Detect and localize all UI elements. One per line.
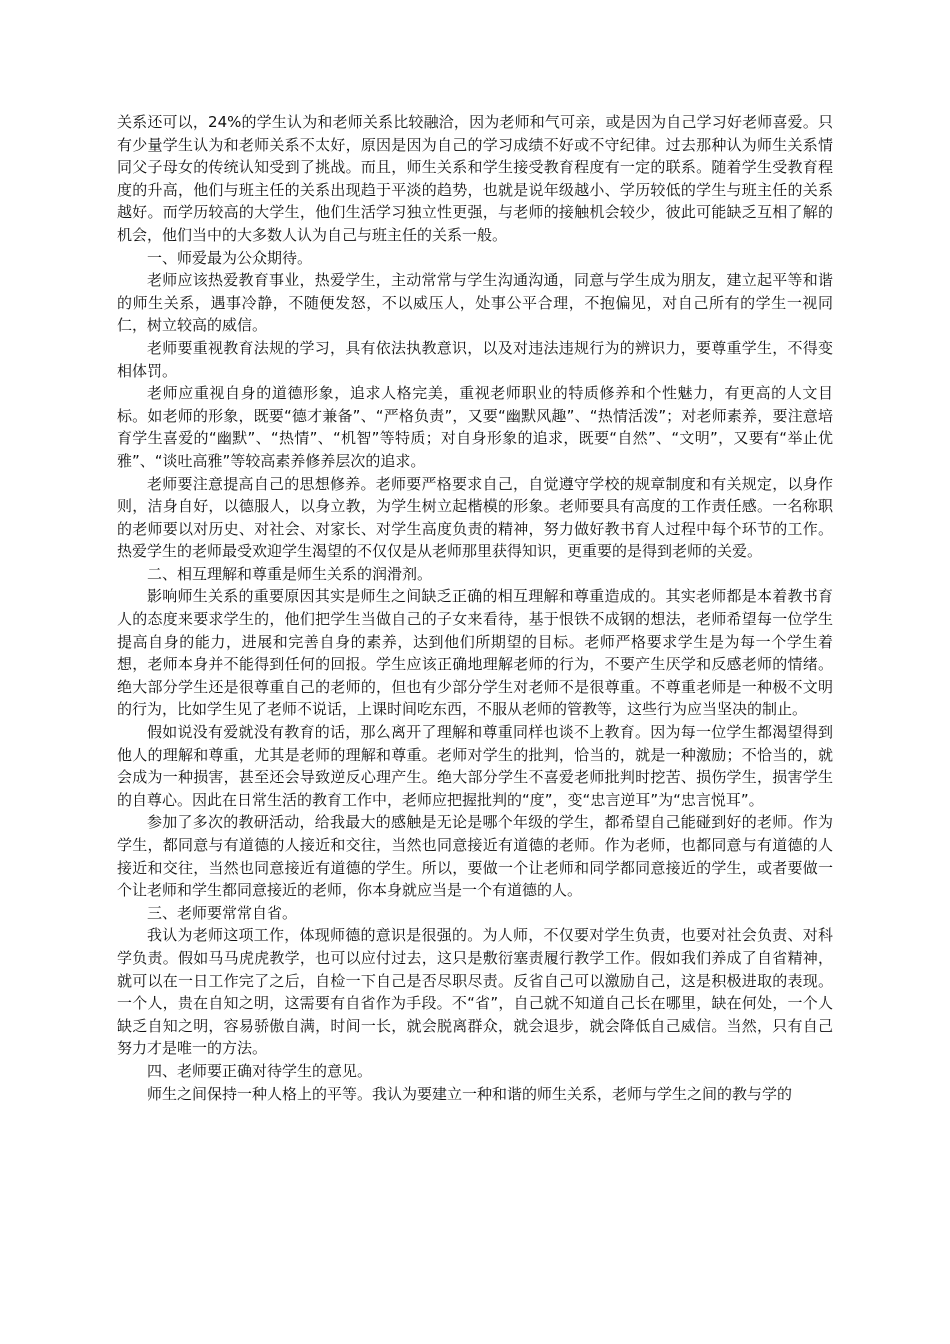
paragraph: 老师应该热爱教育事业，热爱学生，主动常常与学生沟通沟通，同意与学生成为朋友，建立起平等和谐的师生关系，遇事冷静，不随便发怒，不以威压人，处事公平合理，不抱偏见，对自己所有的学生一视同仁，树立较高的威信。 [117,271,833,335]
paragraph: 参加了多次的教研活动，给我最大的感触是无论是哪个年级的学生，都希望自己能碰到好的老师。作为学生，都同意与有道德的人接近和交往，当然也同意接近有道德的老师。作为老师，也都同意与有道德的人接近和交往，当然也同意接近有道德的学生。所以，要做一个让老师和同学都同意接近的学生，或者要做一个让老师和学生都同意接近的老师，你本身就应当是一个有道德的人。 [117,813,833,900]
section-heading: 一、师爱最为公众期待。 [147,248,313,267]
paragraph: 我认为老师这项工作，体现师德的意识是很强的。为人师，不仅要对学生负责，也要对社会负责、对科学负责。假如马马虎虎教学，也可以应付过去，这只是敷衍塞责履行教学工作。假如我们养成了自省精神，就可以在一日工作完了之后，自检一下自己是否尽职尽责。反省自己可以激励自己，这是积极进取的表现。一个人，贵在自知之明，这需要有自省作为手段。不“省”，自己就不知道自己长在哪里，缺在何处，一个人缺乏自知之明，容易骄傲自满，时间一长，就会脱离群众，就会退步，就会降低自己威信。当然，只有自己努力才是唯一的方法。 [117,926,834,1058]
paragraph: 老师要重视教育法规的学习，具有依法执教意识，以及对违法违规行为的辨识力，要尊重学生，不得变相体罚。 [117,338,833,380]
paragraph: 关系还可以，24%的学生认为和老师关系比较融洽，因为老师和气可亲，或是因为自己学习好老师喜爱。只有少量学生认为和老师关系不太好，原因是因为自己的学习成绩不好或不守纪律。过去那种认为师生关系情同父子母女的传统认知受到了挑战。而且，师生关系和学生接受教育程度有一定的联系。随着学生受教育程度的升高，他们与班主任的关系出现趋于平淡的趋势，也就是说年级越小、学历较低的学生与班主任的关系越好。而学历较高的大学生，他们生活学习独立性更强，与老师的接触机会较少，彼此可能缺乏互相了解的机会，他们当中的大多数人认为自己与班主任的关系一般。 [117,113,833,244]
document-body [117,111,833,1105]
section-heading: 四、老师要正确对待学生的意见。 [147,1061,373,1080]
paragraph: 老师要注意提高自己的思想修养。老师要严格要求自己，自觉遵守学校的规章制度和有关规定，以身作则，洁身自好，以德服人，以身立教，为学生树立起楷模的形象。老师要具有高度的工作责任感。一名称职的老师要以对历史、对社会、对家长、对学生高度负责的精神，努力做好教书育人过程中每个环节的工作。热爱学生的老师最受欢迎学生渴望的不仅仅是从老师那里获得知识，更重要的是得到老师的关爱。 [117,474,833,561]
paragraph: 老师应重视自身的道德形象，追求人格完美，重视老师职业的特质修养和个性魅力，有更高的人文目标。如老师的形象，既要“德才兼备”、“严格负责”，又要“幽默风趣”、“热情活泼”；对老师素养，要注意培育学生喜爱的“幽默”、“热情”、“机智”等特质；对自身形象的追求，既要“自然”、“文明”，又要有“举止优雅”、“谈吐高雅”等较高素养修养层次的追求。 [117,384,833,470]
paragraph: 师生之间保持一种人格上的平等。我认为要建立一种和谐的师生关系，老师与学生之间的教与学的 [147,1084,793,1103]
paragraph: 假如说没有爱就没有教育的话，那么离开了理解和尊重同样也谈不上教育。因为每一位学生都渴望得到他人的理解和尊重，尤其是老师的理解和尊重。老师对学生的批判，恰当的，就是一种激励；不恰当的，就会成为一种损害，甚至还会导致逆反心理产生。绝大部分学生不喜爱老师批判时挖苦、损伤学生，损害学生的自尊心。因此在日常生活的教育工作中，老师应把握批判的“度”，变“忠言逆耳”为“忠言悦耳”。 [117,723,833,809]
paragraph: 影响师生关系的重要原因其实是师生之间缺乏正确的相互理解和尊重造成的。其实老师都是本着教书育人的态度来要求学生的，他们把学生当做自己的子女来看待，基于恨铁不成钢的想法，老师希望每一位学生提高自身的能力，进展和完善自身的素养，达到他们所期望的目标。老师严格要求学生是为每一个学生着想，老师本身并不能得到任何的回报。学生应该正确地理解老师的行为，不要产生厌学和反感老师的情绪。绝大部分学生还是很尊重自己的老师的，但也有少部分学生对老师不是很尊重。不尊重老师是一种极不文明的行为，比如学生见了老师不说话，上课时间吃东西，不服从老师的管教等，这些行为应当坚决的制止。 [117,587,833,719]
section-heading: 三、老师要常常自省。 [147,903,298,922]
section-heading: 二、相互理解和尊重是师生关系的润滑剂。 [147,564,433,583]
